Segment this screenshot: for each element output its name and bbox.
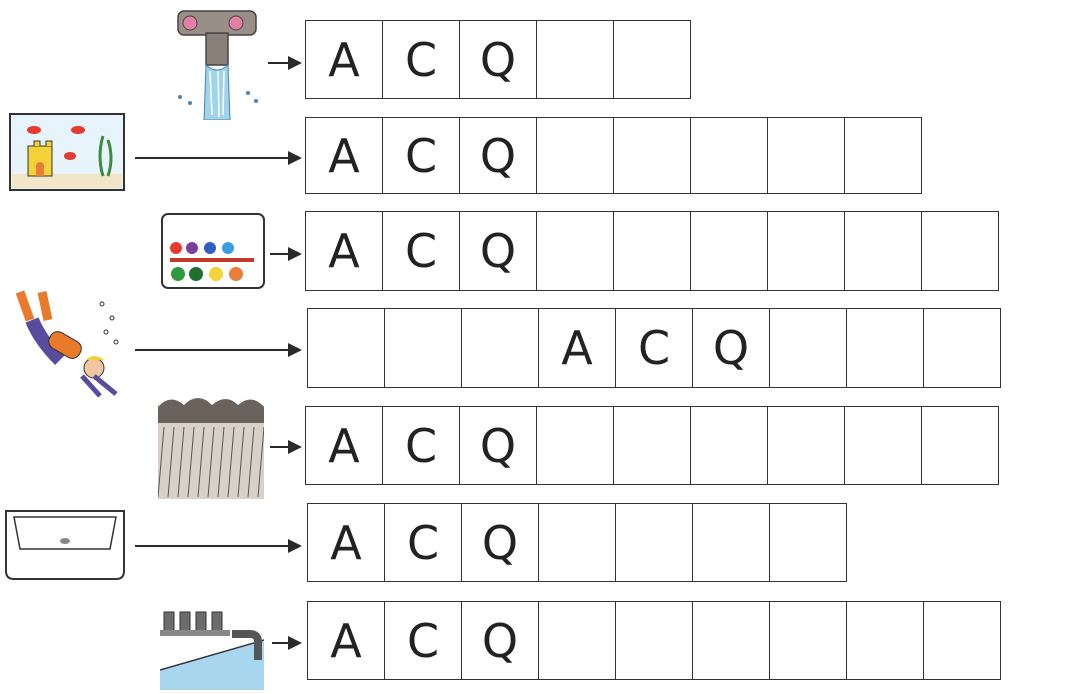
letter-cell[interactable]: Q — [460, 212, 537, 290]
letter-cell[interactable] — [768, 407, 845, 484]
letter-cell[interactable] — [770, 602, 847, 679]
letter-row-5 — [305, 406, 999, 485]
faucet-icon — [168, 5, 266, 120]
letter-cell[interactable] — [845, 118, 922, 193]
letter-cell[interactable] — [691, 118, 768, 193]
letter-cell[interactable]: A — [306, 118, 383, 193]
arrow-4 — [135, 349, 300, 351]
letter-cell[interactable]: Q — [693, 309, 770, 387]
letter-cell[interactable] — [693, 504, 770, 581]
arrow-1 — [268, 62, 300, 64]
letter-cell[interactable] — [845, 407, 922, 484]
letter-row-7 — [307, 601, 1001, 680]
letter-cell[interactable]: A — [306, 21, 383, 98]
letter-cell[interactable]: A — [308, 504, 385, 581]
letter-cell[interactable] — [922, 407, 999, 484]
letter-cell[interactable] — [616, 602, 693, 679]
letter-cell[interactable]: C — [383, 21, 460, 98]
letter-cell[interactable]: C — [383, 212, 460, 290]
letter-cell[interactable] — [768, 118, 845, 193]
rain-cloud-icon — [158, 395, 264, 499]
letter-cell[interactable]: Q — [460, 118, 537, 193]
letter-cell[interactable]: C — [383, 118, 460, 193]
letter-cell[interactable] — [614, 212, 691, 290]
letter-cell[interactable] — [308, 309, 385, 387]
letter-cell[interactable]: A — [306, 212, 383, 290]
letter-cell[interactable]: C — [385, 602, 462, 679]
arrow-2 — [135, 157, 300, 159]
letter-cell[interactable] — [693, 602, 770, 679]
letter-cell[interactable] — [691, 407, 768, 484]
arrow-5 — [270, 446, 300, 448]
letter-cell[interactable] — [385, 309, 462, 387]
letter-cell[interactable]: C — [616, 309, 693, 387]
letter-cell[interactable] — [614, 118, 691, 193]
letter-cell[interactable]: A — [308, 602, 385, 679]
letter-row-3 — [305, 211, 999, 291]
letter-cell[interactable] — [770, 504, 847, 581]
letter-cell[interactable] — [462, 309, 539, 387]
letter-cell[interactable] — [770, 309, 847, 387]
sink-icon — [2, 503, 128, 583]
letter-cell[interactable]: C — [383, 407, 460, 484]
letter-cell[interactable] — [845, 212, 922, 290]
letter-cell[interactable] — [537, 407, 614, 484]
letter-cell[interactable] — [924, 309, 1001, 387]
letter-cell[interactable] — [614, 21, 691, 98]
letter-cell[interactable] — [537, 118, 614, 193]
letter-row-2 — [305, 117, 922, 194]
letter-row-1 — [305, 20, 691, 99]
letter-cell[interactable]: C — [385, 504, 462, 581]
letter-cell[interactable]: Q — [460, 407, 537, 484]
letter-cell[interactable] — [847, 309, 924, 387]
letter-cell[interactable] — [614, 407, 691, 484]
letter-cell[interactable] — [539, 504, 616, 581]
letter-cell[interactable] — [537, 212, 614, 290]
arrow-6 — [135, 545, 300, 547]
letter-cell[interactable] — [922, 212, 999, 290]
letter-cell[interactable]: Q — [462, 602, 539, 679]
letter-row-4 — [307, 308, 1001, 388]
letter-cell[interactable] — [847, 602, 924, 679]
scuba-diver-icon — [12, 288, 127, 403]
arrow-7 — [272, 642, 300, 644]
letter-cell[interactable] — [691, 212, 768, 290]
arrow-3 — [270, 253, 300, 255]
watercolor-paint-box-icon — [160, 210, 266, 290]
letter-cell[interactable] — [616, 504, 693, 581]
letter-cell[interactable]: Q — [462, 504, 539, 581]
letter-cell[interactable]: A — [306, 407, 383, 484]
letter-cell[interactable] — [768, 212, 845, 290]
letter-cell[interactable] — [924, 602, 1001, 679]
letter-row-6 — [307, 503, 847, 582]
letter-cell[interactable] — [537, 21, 614, 98]
aqueduct-pipes-icon — [160, 600, 264, 690]
letter-cell[interactable] — [539, 602, 616, 679]
letter-cell[interactable]: A — [539, 309, 616, 387]
aquarium-icon — [8, 112, 126, 192]
letter-cell[interactable]: Q — [460, 21, 537, 98]
